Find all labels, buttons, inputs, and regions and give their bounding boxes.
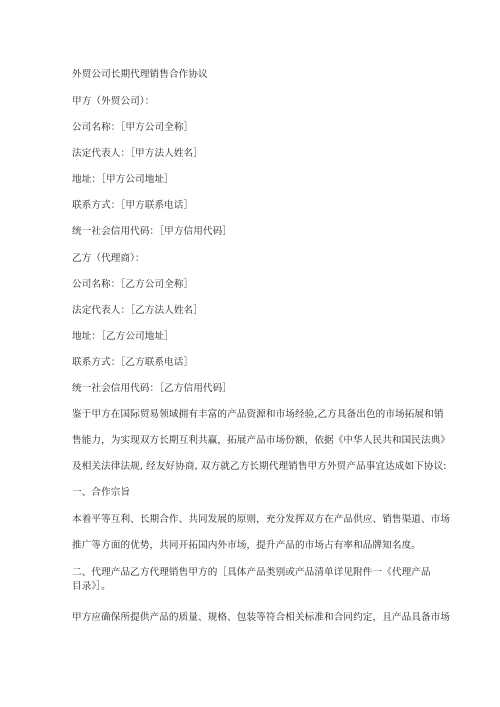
party-b-legal-rep: 法定代表人：［乙方法人姓名］ [72, 305, 203, 316]
document-title: 外贸公司长期代理销售合作协议 [72, 69, 208, 80]
party-b-contact: 联系方式：［乙方联系电话］ [72, 357, 194, 368]
party-b-credit-code: 统一社会信用代码：［乙方信用代码］ [72, 383, 232, 394]
section-1-line-2: 推广等方面的优势，共同开拓国内外市场，提升产品的市场占有率和品牌知名度。 [72, 540, 421, 551]
preamble-line-1: 鉴于甲方在国际贸易领域拥有丰富的产品资源和市场经验,乙方具备出色的市场拓展和销 [72, 409, 444, 420]
party-b-header: 乙方（代理商）： [72, 253, 145, 264]
section-2-heading: 二、代理产品乙方代理销售甲方的［具体产品类别或产品清单详见附件一《代理产品目录》］。 [72, 567, 431, 592]
party-a-legal-rep: 法定代表人：［甲方法人姓名］ [72, 148, 203, 159]
party-a-header: 甲方（外贸公司）： [72, 96, 155, 107]
party-a-company-name: 公司名称：［甲方公司全称］ [72, 122, 194, 133]
party-b-company-name: 公司名称：［乙方公司全称］ [72, 279, 194, 290]
party-a-contact: 联系方式：［甲方联系电话］ [72, 200, 194, 211]
preamble-line-2: 售能力，为实现双方长期互利共赢，拓展产品市场份额，依据《中华人民共和国民法典》 [72, 435, 451, 446]
section-1-heading: 一、合作宗旨 [72, 487, 131, 498]
section-1-line-1: 本着平等互利、长期合作、共同发展的原则，充分发挥双方在产品供应、销售渠道、市场 [72, 514, 451, 525]
party-b-address: 地址：［乙方公司地址］ [72, 331, 174, 342]
party-a-address: 地址：［甲方公司地址］ [72, 174, 174, 185]
preamble-line-3: 及相关法律法规, 经友好协商, 双方就乙方长期代理销售甲方外贸产品事宜达成如下协议: [72, 461, 447, 472]
section-2-line-1: 甲方应确保所提供产品的质量、规格、包装等符合相关标准和合同约定，且产品具备市场 [72, 612, 451, 623]
party-a-credit-code: 统一社会信用代码：［甲方信用代码］ [72, 226, 232, 237]
